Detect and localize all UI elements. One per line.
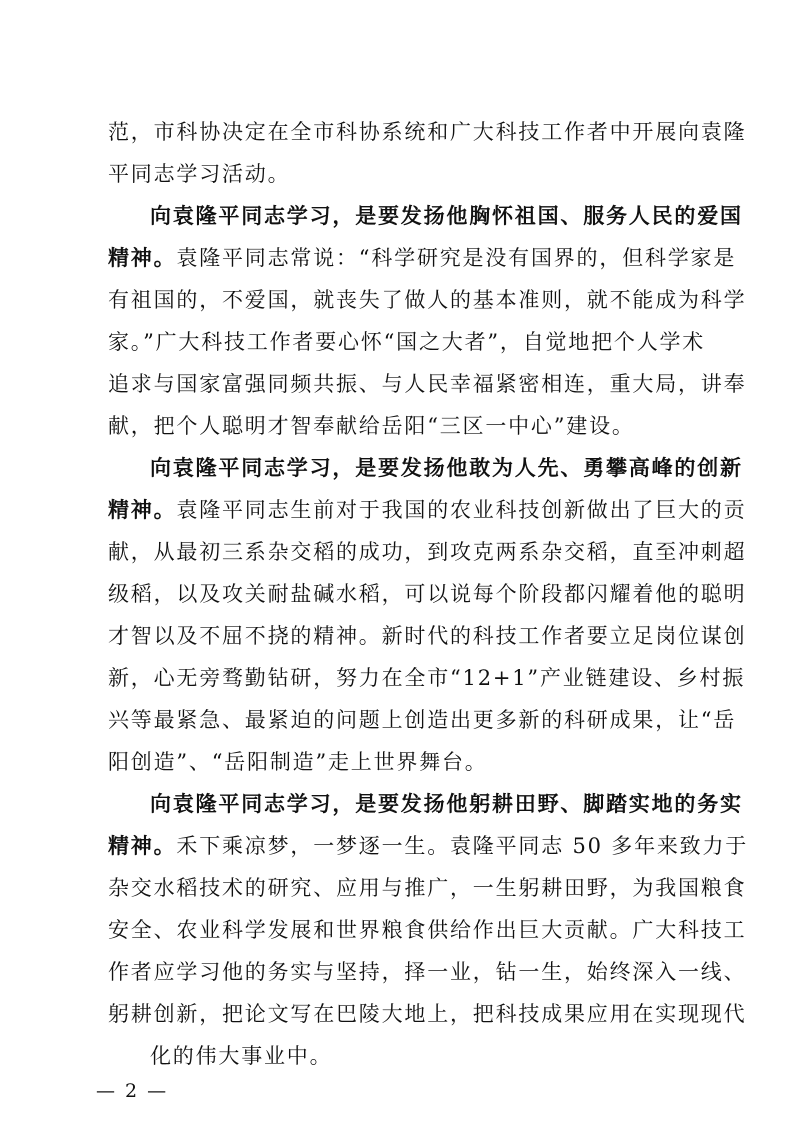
- body-text: 袁隆平同志常说：“科学研究是没有国界的，但科学家是: [176, 246, 737, 270]
- heading-lead: 精神。: [108, 834, 177, 858]
- page-number: — 2 —: [96, 1080, 169, 1102]
- body-text-line: 有祖国的，不爱国，就丧失了做人的基本准则，就不能成为科学: [108, 288, 747, 312]
- body-text-line: [108, 496, 746, 525]
- body-text-line: 献，把个人聪明才智奉献给岳阳“三区一中心”建设。: [108, 414, 635, 438]
- body-text-line: 阳创造”、“岳阳制造”走上世界舞台。: [108, 750, 488, 774]
- body-text-line: 安全、农业科学发展和世界粮食供给作出巨大贡献。广大科技工: [108, 918, 747, 942]
- body-text-line: 平同志学习活动。: [108, 162, 291, 186]
- body-text-line: [108, 244, 736, 273]
- body-text-line: 杂交水稻技术的研究、应用与推广，一生躬耕田野，为我国粮食: [108, 876, 747, 900]
- paragraph-heading: 向袁隆平同志学习，是要发扬他躬耕田野、脚踏实地的务实: [150, 792, 743, 816]
- body-text-line: 化的伟大事业中。: [150, 1044, 333, 1068]
- paragraph-heading: 向袁隆平同志学习，是要发扬他敢为人先、勇攀高峰的创新: [150, 456, 743, 480]
- body-text-line: 作者应学习他的务实与坚持，择一业，钻一生，始终深入一线、: [108, 960, 747, 984]
- body-text: 禾下乘凉梦，一梦逐一生。袁隆平同志 50 多年来致力于: [176, 834, 749, 858]
- body-text-line: 追求与国家富强同频共振、与人民幸福紧密相连，重大局，讲奉: [108, 372, 747, 396]
- body-text-line: 献，从最初三系杂交稻的成功，到攻克两系杂交稻，直至冲刺超: [108, 540, 747, 564]
- body-text-line: 家。”广大科技工作者要心怀“国之大者”，自觉地把个人学术: [108, 330, 706, 354]
- body-text-line: 级稻，以及攻关耐盐碱水稻，可以说每个阶段都闪耀着他的聪明: [108, 582, 747, 606]
- body-text: 袁隆平同志生前对于我国的农业科技创新做出了巨大的贡: [176, 498, 747, 522]
- body-text-line: 躬耕创新，把论文写在巴陵大地上，把科技成果应用在实现现代: [108, 1002, 747, 1026]
- body-text-line: 新，心无旁骛勤钻研，努力在全市“12+1”产业链建设、乡村振: [108, 666, 746, 690]
- paragraph-heading: 向袁隆平同志学习，是要发扬他胸怀祖国、服务人民的爱国: [150, 204, 743, 228]
- body-text-line: [108, 832, 748, 861]
- heading-lead: 精神。: [108, 246, 177, 270]
- body-text-line: 兴等最紧急、最紧迫的问题上创造出更多新的科研成果，让“岳: [108, 708, 737, 732]
- body-text-line: 范，市科协决定在全市科协系统和广大科技工作者中开展向袁隆: [108, 120, 747, 144]
- body-text-line: 才智以及不屈不挠的精神。新时代的科技工作者要立足岗位谋创: [108, 624, 747, 648]
- heading-lead: 精神。: [108, 498, 177, 522]
